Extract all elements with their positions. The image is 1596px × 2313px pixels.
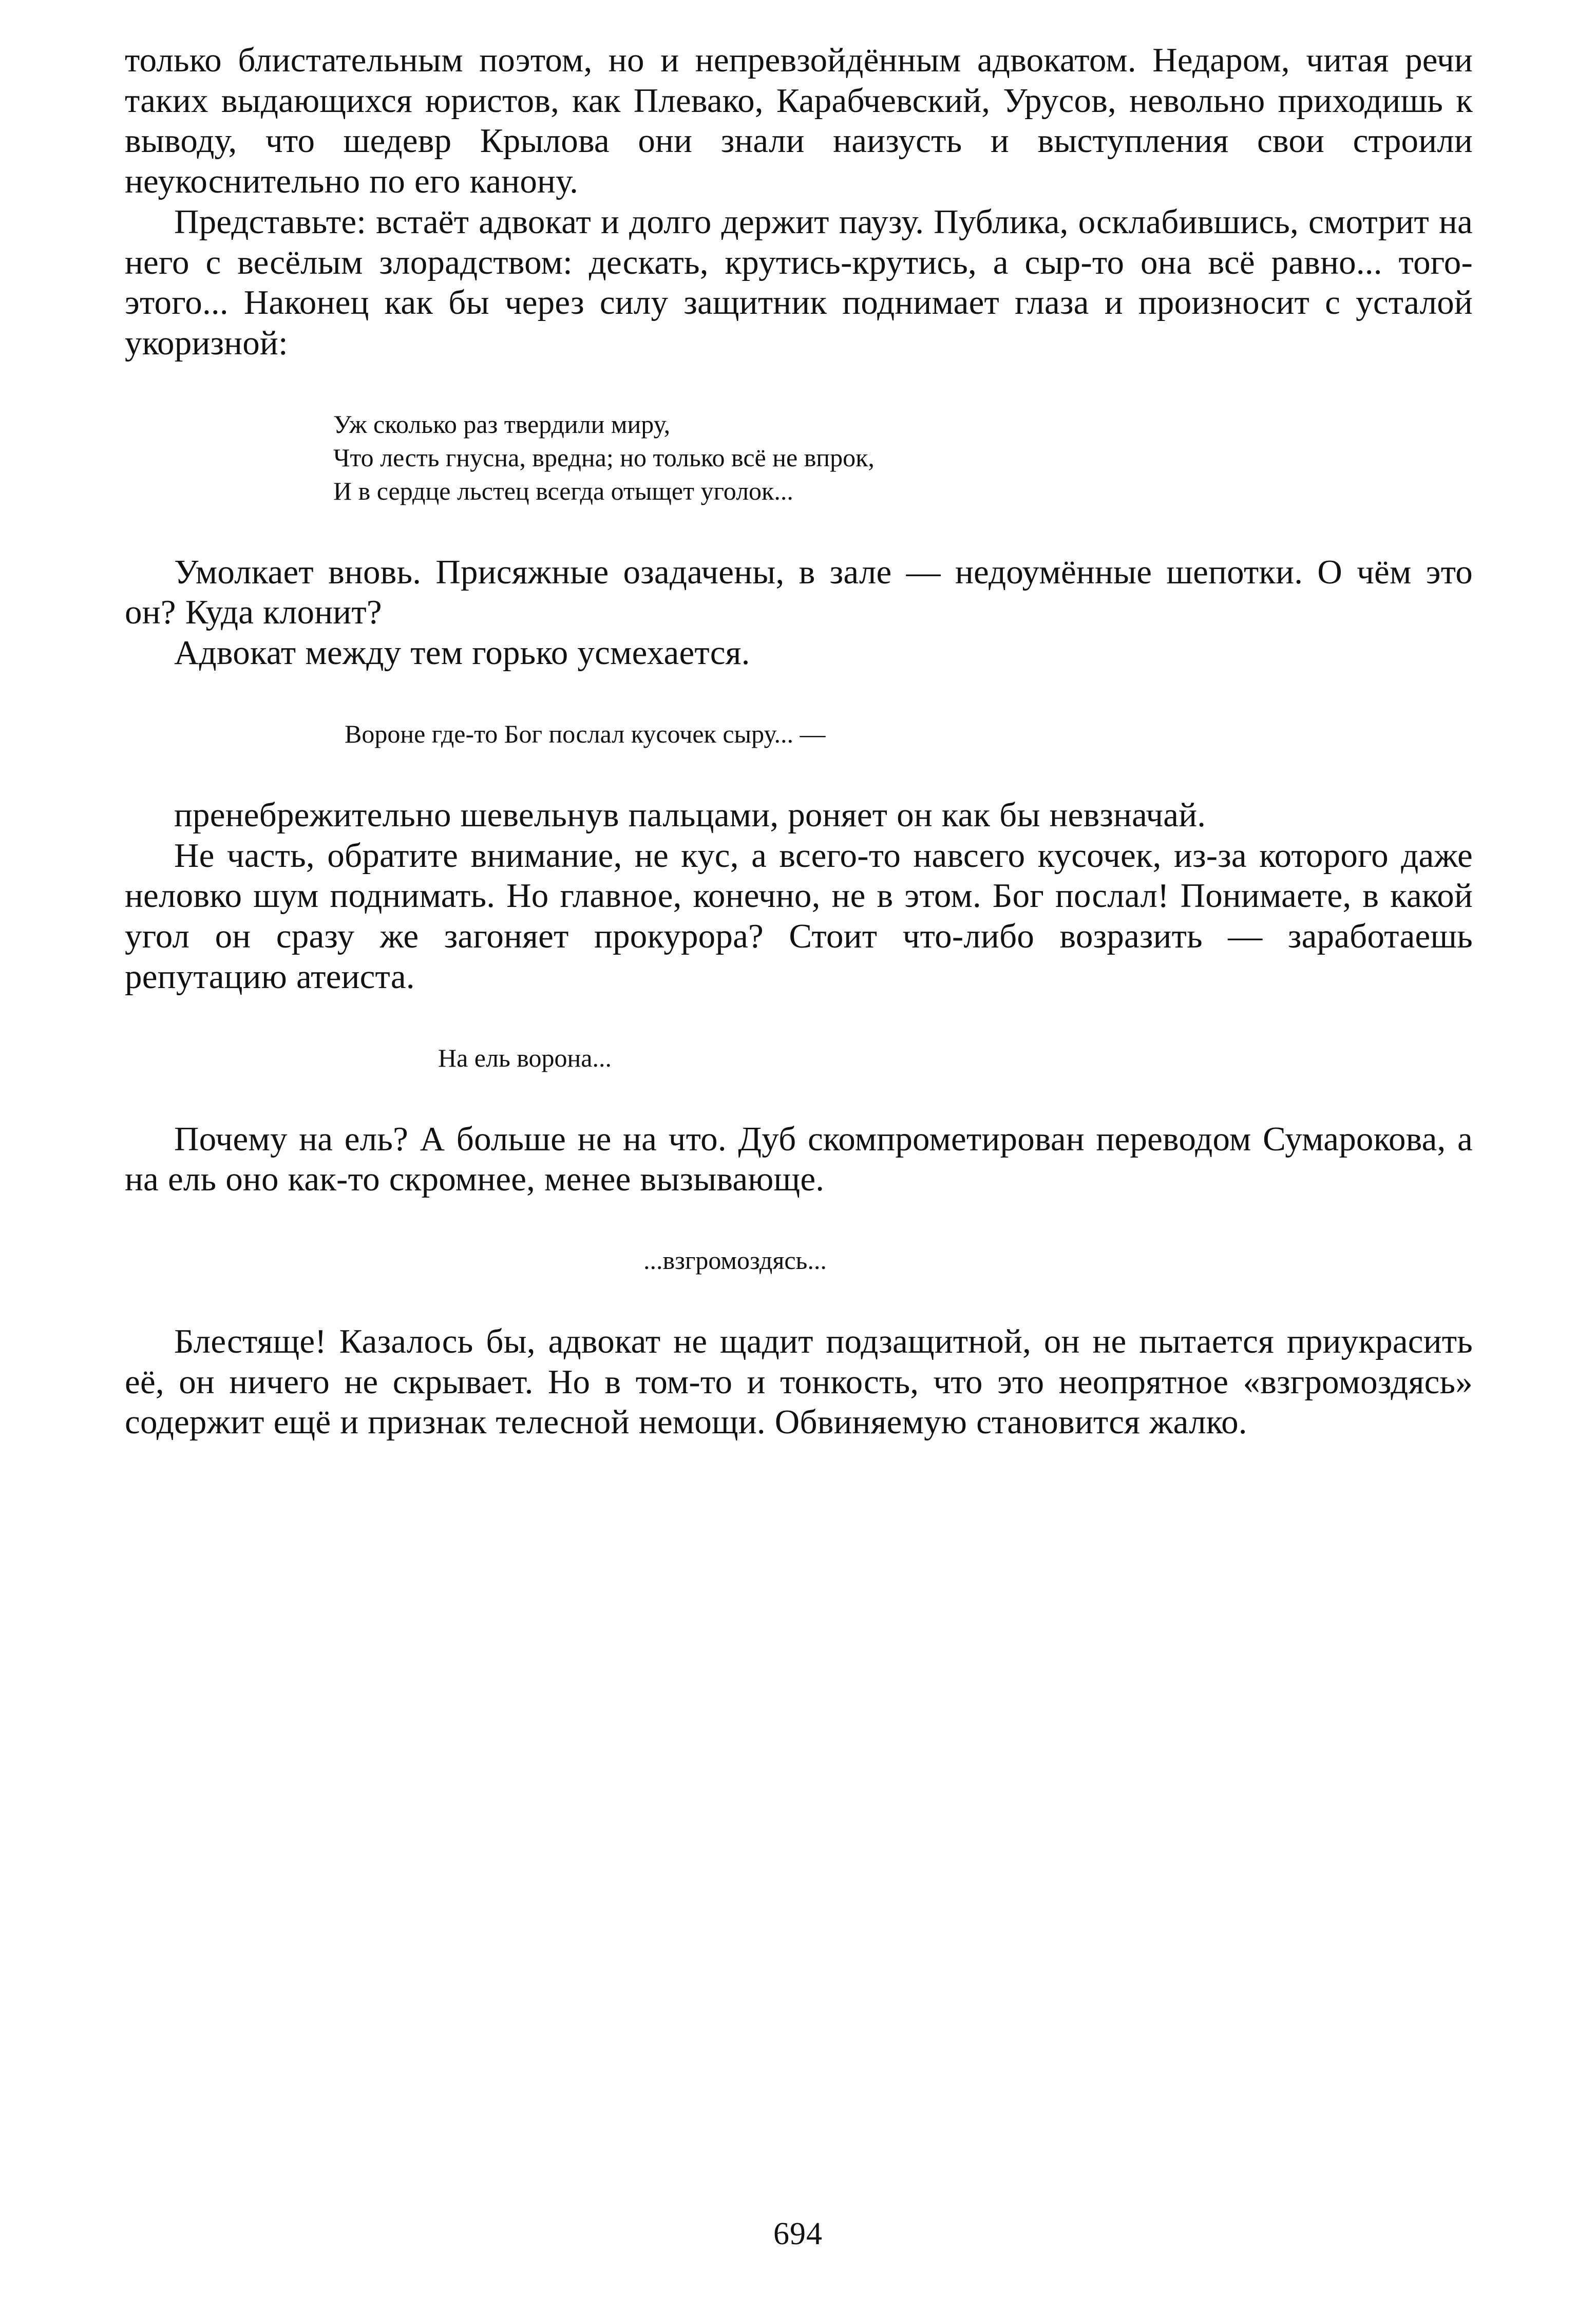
spacer [125, 1277, 1473, 1321]
verse-line: Уж сколько раз твердили миру, [333, 409, 671, 439]
spacer [125, 673, 1473, 717]
text-column [125, 40, 1473, 1443]
spacer [125, 508, 1473, 552]
spacer [125, 364, 1473, 408]
spacer [125, 1075, 1473, 1119]
paragraph: Представьте: встаёт адвокат и долго держит паузу. Публика, осклабившись, смотрит на него с весёлым злорадством: дескать, крутись-крутись, а сыр-то она всё равно... того-этого... Наконец как бы через силу защитник поднимает глаза и произносит с усталой укоризной: [125, 202, 1473, 363]
verse-line: И в сердце льстец всегда отыщет уголок... [333, 476, 793, 505]
page-number: 694 [773, 2216, 823, 2251]
spacer [125, 1200, 1473, 1244]
inline-verse-quote: Вороне где-то Бог послал кусочек сыру... — [345, 719, 826, 748]
inline-verse-quote: На ель ворона... [438, 1043, 612, 1072]
paragraph: Адвокат между тем горько усмехается. [174, 634, 750, 672]
inline-verse-quote: ...взгромоздясь... [643, 1245, 827, 1275]
verse-line: Что лесть гнусна, вредна; но только всё не впрок, [333, 443, 875, 472]
paragraph: Умолкает вновь. Присяжные озадачены, в зале — недоумённые шепотки. О чём это он? Куда клонит? [125, 553, 1473, 632]
paragraph: Не часть, обратите внимание, не кус, а всего-то навсего кусочек, из-за которого даже неловко шум поднимать. Но главное, конечно, не в этом. Бог послал! Понимаете, в какой угол он сразу же загоняет прокурора? Стоит что-либо возразить — заработаешь репутацию атеиста. [125, 836, 1473, 996]
verse-quote [125, 408, 1473, 508]
paragraph-continuation: только блистательным поэтом, но и непревзойдённым адвокатом. Недаром, читая речи таких выдающихся юристов, как Плевако, Карабчевский, Урусов, невольно приходишь к выводу, что шедевр Крылова они знали наизусть и выступления свои строили неукоснительно по его канону. [125, 41, 1473, 201]
paragraph: Почему на ель? А больше не на что. Дуб скомпрометирован переводом Сумарокова, а на ель оно как-то скромнее, менее вызывающе. [125, 1120, 1473, 1199]
spacer [125, 997, 1473, 1041]
spacer [125, 751, 1473, 795]
paragraph: Блестяще! Казалось бы, адвокат не щадит подзащитной, он не пытается приукрасить её, он ничего не скрывает. Но в том-то и тонкость, что это неопрятное «взгромоздясь» содержит ещё и признак телесной немощи. Обвиняемую становится жалко. [125, 1322, 1473, 1442]
paragraph: пренебрежительно шевельнув пальцами, роняет он как бы невзначай. [174, 795, 1206, 834]
